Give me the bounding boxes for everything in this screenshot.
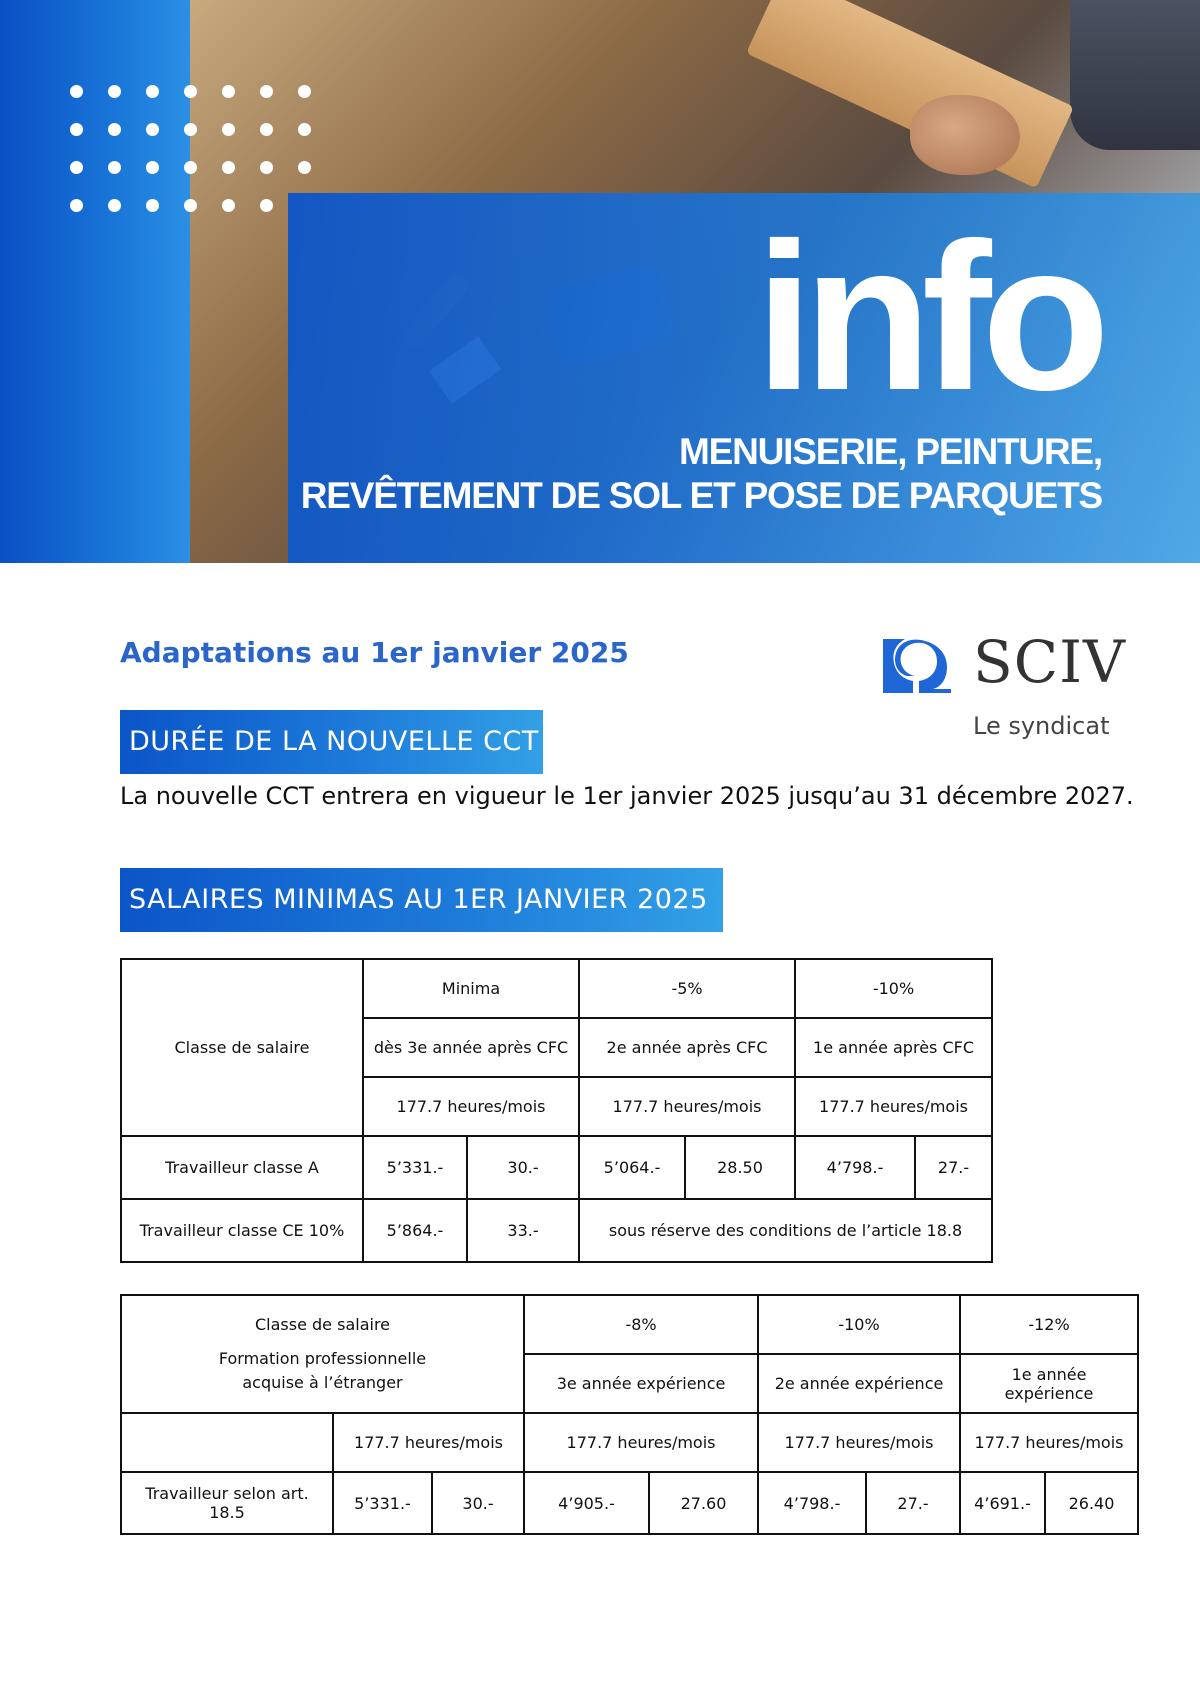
table-cell: 5’864.- bbox=[363, 1199, 467, 1262]
table-cell: 30.- bbox=[432, 1472, 524, 1534]
table-header-group: -8% bbox=[524, 1295, 758, 1354]
sciv-logo-icon bbox=[883, 639, 951, 693]
hero-title: info bbox=[755, 199, 1100, 434]
table-cell: 26.40 bbox=[1045, 1472, 1138, 1534]
sciv-logo bbox=[883, 628, 1126, 746]
table-header-experience: 2e année après CFC bbox=[579, 1018, 795, 1077]
table-cell: 4’798.- bbox=[795, 1136, 915, 1199]
page-heading: Adaptations au 1er janvier 2025 bbox=[120, 636, 629, 669]
table-cell: 4’798.- bbox=[758, 1472, 866, 1534]
table-header-class bbox=[121, 1295, 524, 1413]
table-row bbox=[121, 1472, 1138, 1534]
table-cell: 4’691.- bbox=[960, 1472, 1045, 1534]
section-banner-duration: DURÉE DE LA NOUVELLE CCT bbox=[120, 710, 543, 774]
table-header-experience: 1e année après CFC bbox=[795, 1018, 992, 1077]
table-header-experience: 3e année expérience bbox=[524, 1354, 758, 1413]
table-cell: 4’905.- bbox=[524, 1472, 649, 1534]
table-header-hours: 177.7 heures/mois bbox=[524, 1413, 758, 1472]
table-header-group: -12% bbox=[960, 1295, 1138, 1354]
dot-pattern-icon bbox=[70, 85, 330, 215]
table-header-group: Minima bbox=[363, 959, 579, 1018]
table-cell: 27.- bbox=[866, 1472, 960, 1534]
hero-banner bbox=[0, 0, 1200, 563]
table-cell: 30.- bbox=[467, 1136, 579, 1199]
table-row bbox=[121, 959, 992, 1018]
table-header-experience: dès 3e année après CFC bbox=[363, 1018, 579, 1077]
table-row bbox=[121, 1199, 992, 1262]
table-cell: 27.- bbox=[915, 1136, 992, 1199]
table-header-group: -10% bbox=[758, 1295, 960, 1354]
table-row bbox=[121, 1413, 1138, 1472]
table-row bbox=[121, 1295, 1138, 1354]
table-header-hours: 177.7 heures/mois bbox=[333, 1413, 524, 1472]
table-cell-note: sous réserve des conditions de l’article 18.8 bbox=[579, 1199, 992, 1262]
table-header-class: Classe de salaire bbox=[121, 959, 363, 1136]
section-banner-salaries: SALAIRES MINIMAS AU 1ER JANVIER 2025 bbox=[120, 868, 723, 932]
table-header-hours: 177.7 heures/mois bbox=[758, 1413, 960, 1472]
logo-tagline: Le syndicat bbox=[973, 712, 1110, 740]
table-header-hours: 177.7 heures/mois bbox=[960, 1413, 1138, 1472]
hero-subtitle-line-2: REVÊTEMENT DE SOL ET POSE DE PARQUETS bbox=[300, 475, 1102, 516]
row-label: Travailleur selon art. 18.5 bbox=[121, 1472, 333, 1534]
table-cell: 27.60 bbox=[649, 1472, 758, 1534]
hero-subtitle bbox=[301, 430, 1102, 518]
table-header-group: -10% bbox=[795, 959, 992, 1018]
table-header-hours: 177.7 heures/mois bbox=[579, 1077, 795, 1136]
table-row bbox=[121, 1136, 992, 1199]
duration-text: La nouvelle CCT entrera en vigueur le 1er janvier 2025 jusqu’au 31 décembre 2027. bbox=[120, 782, 1134, 810]
table-cell: 5’064.- bbox=[579, 1136, 685, 1199]
row-label: Travailleur classe CE 10% bbox=[121, 1199, 363, 1262]
logo-name: SCIV bbox=[973, 628, 1126, 696]
table-header-class-subtitle: Formation professionnelle acquise à l’étranger bbox=[218, 1349, 427, 1392]
table-cell: 33.- bbox=[467, 1199, 579, 1262]
table-cell-empty bbox=[121, 1413, 333, 1472]
table-header-class-title: Classe de salaire bbox=[255, 1315, 391, 1334]
row-label: Travailleur classe A bbox=[121, 1136, 363, 1199]
table-header-hours: 177.7 heures/mois bbox=[795, 1077, 992, 1136]
hero-subtitle-line-1: MENUISERIE, PEINTURE, bbox=[679, 431, 1102, 472]
table-cell: 5’331.- bbox=[333, 1472, 432, 1534]
table-header-experience: 2e année expérience bbox=[758, 1354, 960, 1413]
table-cell: 28.50 bbox=[685, 1136, 795, 1199]
table-cell: 5’331.- bbox=[363, 1136, 467, 1199]
table-header-group: -5% bbox=[579, 959, 795, 1018]
table-header-hours: 177.7 heures/mois bbox=[363, 1077, 579, 1136]
salary-table-cfc bbox=[120, 958, 993, 1263]
salary-table-foreign bbox=[120, 1294, 1139, 1535]
table-header-experience: 1e année expérience bbox=[960, 1354, 1138, 1413]
